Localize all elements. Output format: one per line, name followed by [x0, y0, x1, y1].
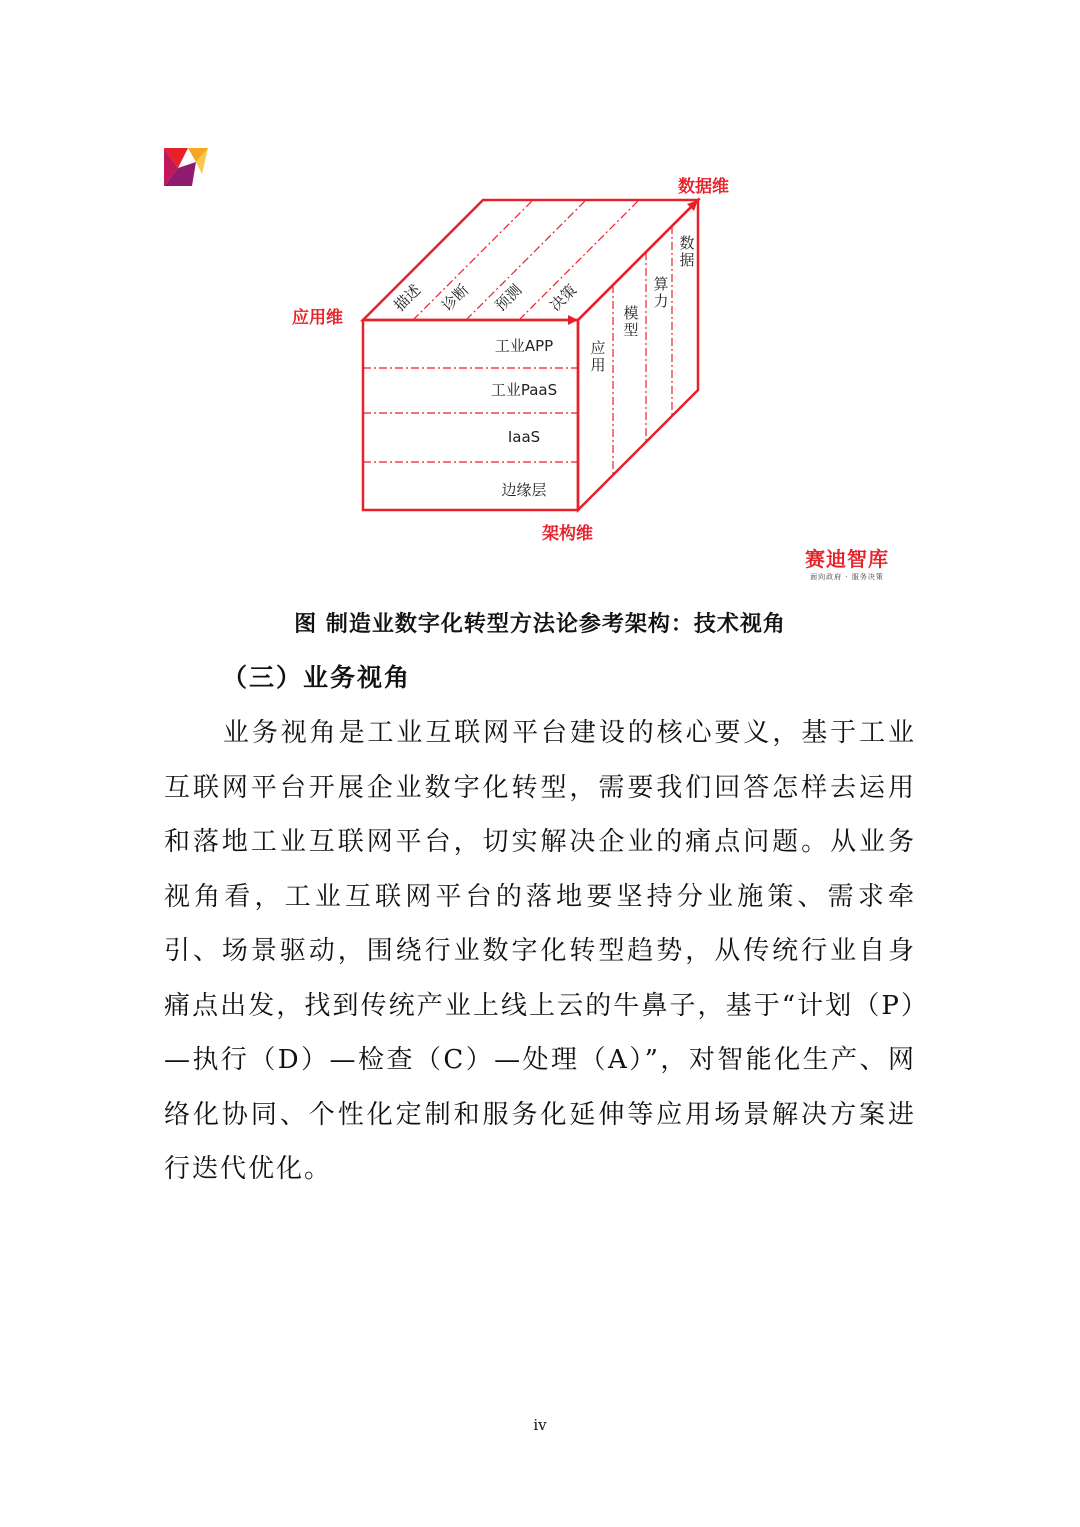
application-dimension-label: 应用维	[292, 308, 343, 328]
architecture-figure	[230, 160, 900, 590]
body-paragraph-text: 业务视角是工业互联网平台建设的核心要义，基于工业互联网平台开展企业数字化转型，需要我们回答怎样去运用和落地工业互联网平台，切实解决企业的痛点问题。从业务视角看，工业互联网平台的落地要坚持分业施策、需求牵引、场景驱动，围绕行业数字化转型趋势，从传统行业自身痛点出发，找到传统产业上线上云的牛鼻子，基于“计划（P）—执行（D）—检查（C）—处理（A）”，对智能化生产、网络化协同、个性化定制和服务化延伸等应用场景解决方案进行迭代优化。	[164, 718, 916, 1184]
top-face-label-diagnose: 诊断	[438, 280, 473, 315]
publisher-logo-icon	[162, 146, 210, 188]
section-heading: （三）业务视角	[222, 663, 412, 692]
top-face-label-predict: 预测	[491, 280, 526, 315]
side-label-data: 数据	[679, 234, 695, 269]
ccid-brand-logo	[805, 543, 889, 582]
data-dimension-label: 数据维	[678, 177, 729, 197]
side-label-application: 应用	[590, 339, 606, 374]
brand-name: 赛迪智库	[805, 547, 889, 571]
figure-caption: 图 制造业数字化转型方法论参考架构：技术视角	[294, 611, 786, 637]
layer-industrial-paas: 工业PaaS	[490, 381, 558, 399]
side-label-model: 模型	[623, 304, 639, 339]
layer-industrial-app: 工业APP	[494, 337, 554, 355]
body-paragraph	[164, 706, 916, 1197]
layer-iaas: IaaS	[507, 428, 541, 446]
side-label-computing: 算力	[653, 275, 669, 310]
top-face-label-describe: 描述	[390, 280, 425, 315]
brand-tagline: 面向政府 · 服务决策	[810, 573, 884, 581]
architecture-dimension-label: 架构维	[542, 524, 593, 544]
page-number: iv	[533, 1416, 547, 1434]
layer-edge: 边缘层	[501, 481, 547, 499]
top-face-label-decide: 决策	[546, 280, 581, 315]
